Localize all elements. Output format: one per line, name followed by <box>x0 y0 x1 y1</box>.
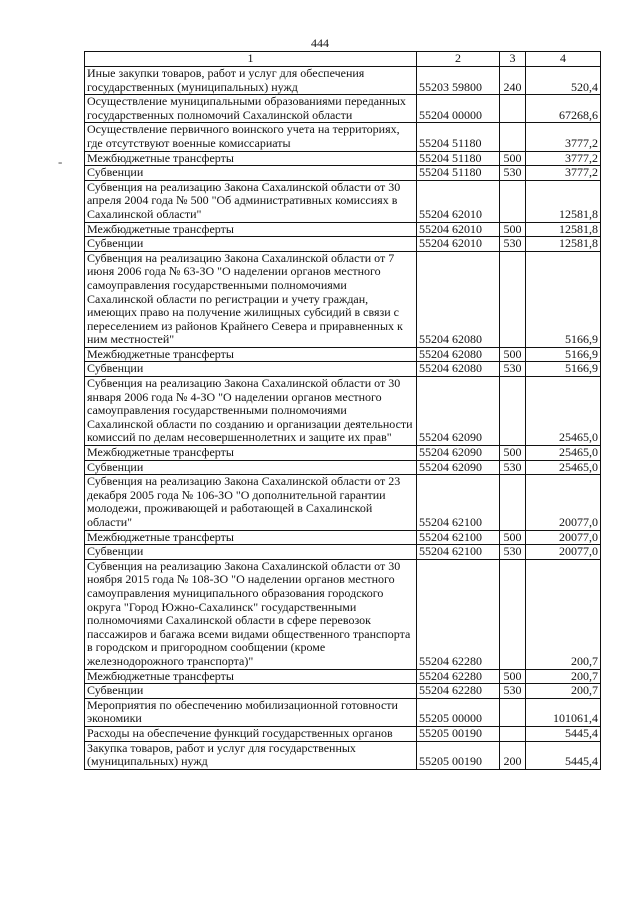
table-row <box>85 559 601 669</box>
expense-type: 530 <box>500 684 526 699</box>
item-name: Межбюджетные трансферты <box>85 222 417 237</box>
budget-code: 55205 00000 <box>417 698 500 726</box>
item-name: Мероприятия по обеспечению мобилизационной готовности экономики <box>85 698 417 726</box>
budget-code: 55204 62010 <box>417 237 500 252</box>
header-col-4: 4 <box>526 52 601 67</box>
item-name: Межбюджетные трансферты <box>85 669 417 684</box>
amount: 200,7 <box>526 684 601 699</box>
item-name: Субвенция на реализацию Закона Сахалинской области от 7 июня 2006 года № 63-ЗО "О наделении органов местного самоуправления государственными полномочиями Сахалинской области по регистрации и учету граждан, имеющих право на получение жилищных субсидий в связи с переселением из районов Крайнего Севера и приравненных к ним местностей" <box>85 251 417 347</box>
amount: 25465,0 <box>526 446 601 461</box>
table-row <box>85 377 601 446</box>
budget-code: 55204 62100 <box>417 475 500 530</box>
expense-type: 200 <box>500 741 526 769</box>
item-name: Субвенции <box>85 684 417 699</box>
table-body <box>85 67 601 770</box>
amount: 67268,6 <box>526 95 601 123</box>
item-name: Субвенции <box>85 545 417 560</box>
expense-type: 530 <box>500 237 526 252</box>
table-row <box>85 151 601 166</box>
amount: 12581,8 <box>526 237 601 252</box>
budget-code: 55205 00190 <box>417 741 500 769</box>
amount: 20077,0 <box>526 530 601 545</box>
amount: 101061,4 <box>526 698 601 726</box>
item-name: Субвенции <box>85 166 417 181</box>
table-row <box>85 669 601 684</box>
amount: 3777,2 <box>526 123 601 151</box>
expense-type <box>500 123 526 151</box>
table-row <box>85 545 601 560</box>
expense-type: 530 <box>500 166 526 181</box>
table-row <box>85 684 601 699</box>
item-name: Межбюджетные трансферты <box>85 347 417 362</box>
amount: 5166,9 <box>526 362 601 377</box>
amount: 25465,0 <box>526 377 601 446</box>
table-row <box>85 67 601 95</box>
table-row <box>85 530 601 545</box>
expense-type <box>500 559 526 669</box>
item-name: Закупка товаров, работ и услуг для государственных (муниципальных) нужд <box>85 741 417 769</box>
expense-type: 500 <box>500 669 526 684</box>
amount: 5166,9 <box>526 251 601 347</box>
budget-code: 55204 62080 <box>417 251 500 347</box>
table-row <box>85 460 601 475</box>
budget-code: 55204 62010 <box>417 180 500 222</box>
page-number: 444 <box>311 36 329 50</box>
table-row <box>85 741 601 769</box>
item-name: Осуществление муниципальными образованиями переданных государственных полномочий Сахалинской области <box>85 95 417 123</box>
budget-code: 55204 51180 <box>417 123 500 151</box>
budget-code: 55204 62010 <box>417 222 500 237</box>
budget-code: 55204 62280 <box>417 559 500 669</box>
item-name: Субвенции <box>85 460 417 475</box>
budget-code: 55204 62100 <box>417 545 500 560</box>
item-name: Расходы на обеспечение функций государственных органов <box>85 726 417 741</box>
budget-code: 55204 62090 <box>417 377 500 446</box>
margin-mark: - <box>58 154 63 169</box>
amount: 25465,0 <box>526 460 601 475</box>
table-row <box>85 237 601 252</box>
budget-code: 55204 51180 <box>417 151 500 166</box>
item-name: Межбюджетные трансферты <box>85 530 417 545</box>
table-row <box>85 362 601 377</box>
budget-code: 55204 00000 <box>417 95 500 123</box>
item-name: Межбюджетные трансферты <box>85 446 417 461</box>
item-name: Субвенция на реализацию Закона Сахалинской области от 30 апреля 2004 года № 500 "Об административных комиссиях в Сахалинской области" <box>85 180 417 222</box>
amount: 12581,8 <box>526 180 601 222</box>
expense-type: 530 <box>500 362 526 377</box>
expense-type <box>500 251 526 347</box>
expense-type <box>500 180 526 222</box>
expense-type <box>500 95 526 123</box>
item-name: Субвенции <box>85 362 417 377</box>
budget-code: 55203 59800 <box>417 67 500 95</box>
amount: 12581,8 <box>526 222 601 237</box>
table-row <box>85 166 601 181</box>
item-name: Субвенция на реализацию Закона Сахалинской области от 30 ноября 2015 года № 108-ЗО "О наделении органов местного самоуправления муниципального образования городского округа "Город Южно-Сахалинск" государственными полномочиями Сахалинской области в сфере перевозок пассажиров и багажа всеми видами общественного транспорта в городском и пригородном сообщении (кроме железнодорожного транспорта)" <box>85 559 417 669</box>
expense-type <box>500 475 526 530</box>
expense-type: 530 <box>500 460 526 475</box>
budget-code: 55204 62280 <box>417 684 500 699</box>
expense-type: 500 <box>500 530 526 545</box>
expense-type: 530 <box>500 545 526 560</box>
expense-type: 500 <box>500 446 526 461</box>
budget-code: 55204 62090 <box>417 460 500 475</box>
amount: 20077,0 <box>526 545 601 560</box>
table-row <box>85 446 601 461</box>
expense-type <box>500 377 526 446</box>
amount: 520,4 <box>526 67 601 95</box>
item-name: Осуществление первичного воинского учета на территориях, где отсутствуют военные комиссариаты <box>85 123 417 151</box>
amount: 200,7 <box>526 669 601 684</box>
expense-type: 240 <box>500 67 526 95</box>
amount: 5166,9 <box>526 347 601 362</box>
header-col-1: 1 <box>85 52 417 67</box>
item-name: Межбюджетные трансферты <box>85 151 417 166</box>
table-row <box>85 475 601 530</box>
budget-code: 55204 62280 <box>417 669 500 684</box>
budget-table <box>84 51 601 770</box>
amount: 5445,4 <box>526 726 601 741</box>
item-name: Субвенции <box>85 237 417 252</box>
amount: 3777,2 <box>526 166 601 181</box>
expense-type: 500 <box>500 222 526 237</box>
budget-code: 55204 62080 <box>417 362 500 377</box>
table-row <box>85 95 601 123</box>
budget-code: 55204 62100 <box>417 530 500 545</box>
item-name: Субвенция на реализацию Закона Сахалинской области от 23 декабря 2005 года № 106-ЗО "О дополнительной гарантии молодежи, проживающей и работающей в Сахалинской области" <box>85 475 417 530</box>
table-row <box>85 726 601 741</box>
table-row <box>85 123 601 151</box>
table-row <box>85 347 601 362</box>
amount: 20077,0 <box>526 475 601 530</box>
budget-code: 55204 51180 <box>417 166 500 181</box>
budget-code: 55204 62090 <box>417 446 500 461</box>
table-row <box>85 251 601 347</box>
amount: 3777,2 <box>526 151 601 166</box>
expense-type <box>500 698 526 726</box>
table-header <box>85 52 601 67</box>
amount: 5445,4 <box>526 741 601 769</box>
expense-type: 500 <box>500 347 526 362</box>
table-row <box>85 698 601 726</box>
budget-code: 55205 00190 <box>417 726 500 741</box>
item-name: Иные закупки товаров, работ и услуг для обеспечения государственных (муниципальных) нужд <box>85 67 417 95</box>
header-col-3: 3 <box>500 52 526 67</box>
expense-type <box>500 726 526 741</box>
budget-code: 55204 62080 <box>417 347 500 362</box>
header-col-2: 2 <box>417 52 500 67</box>
amount: 200,7 <box>526 559 601 669</box>
item-name: Субвенция на реализацию Закона Сахалинской области от 30 января 2006 года № 4-ЗО "О наделении органов местного самоуправления государственными полномочиями Сахалинской области по созданию и организации деятельности комиссий по делам несовершеннолетних и защите их прав" <box>85 377 417 446</box>
table-row <box>85 180 601 222</box>
header-row <box>85 52 601 67</box>
expense-type: 500 <box>500 151 526 166</box>
table-row <box>85 222 601 237</box>
